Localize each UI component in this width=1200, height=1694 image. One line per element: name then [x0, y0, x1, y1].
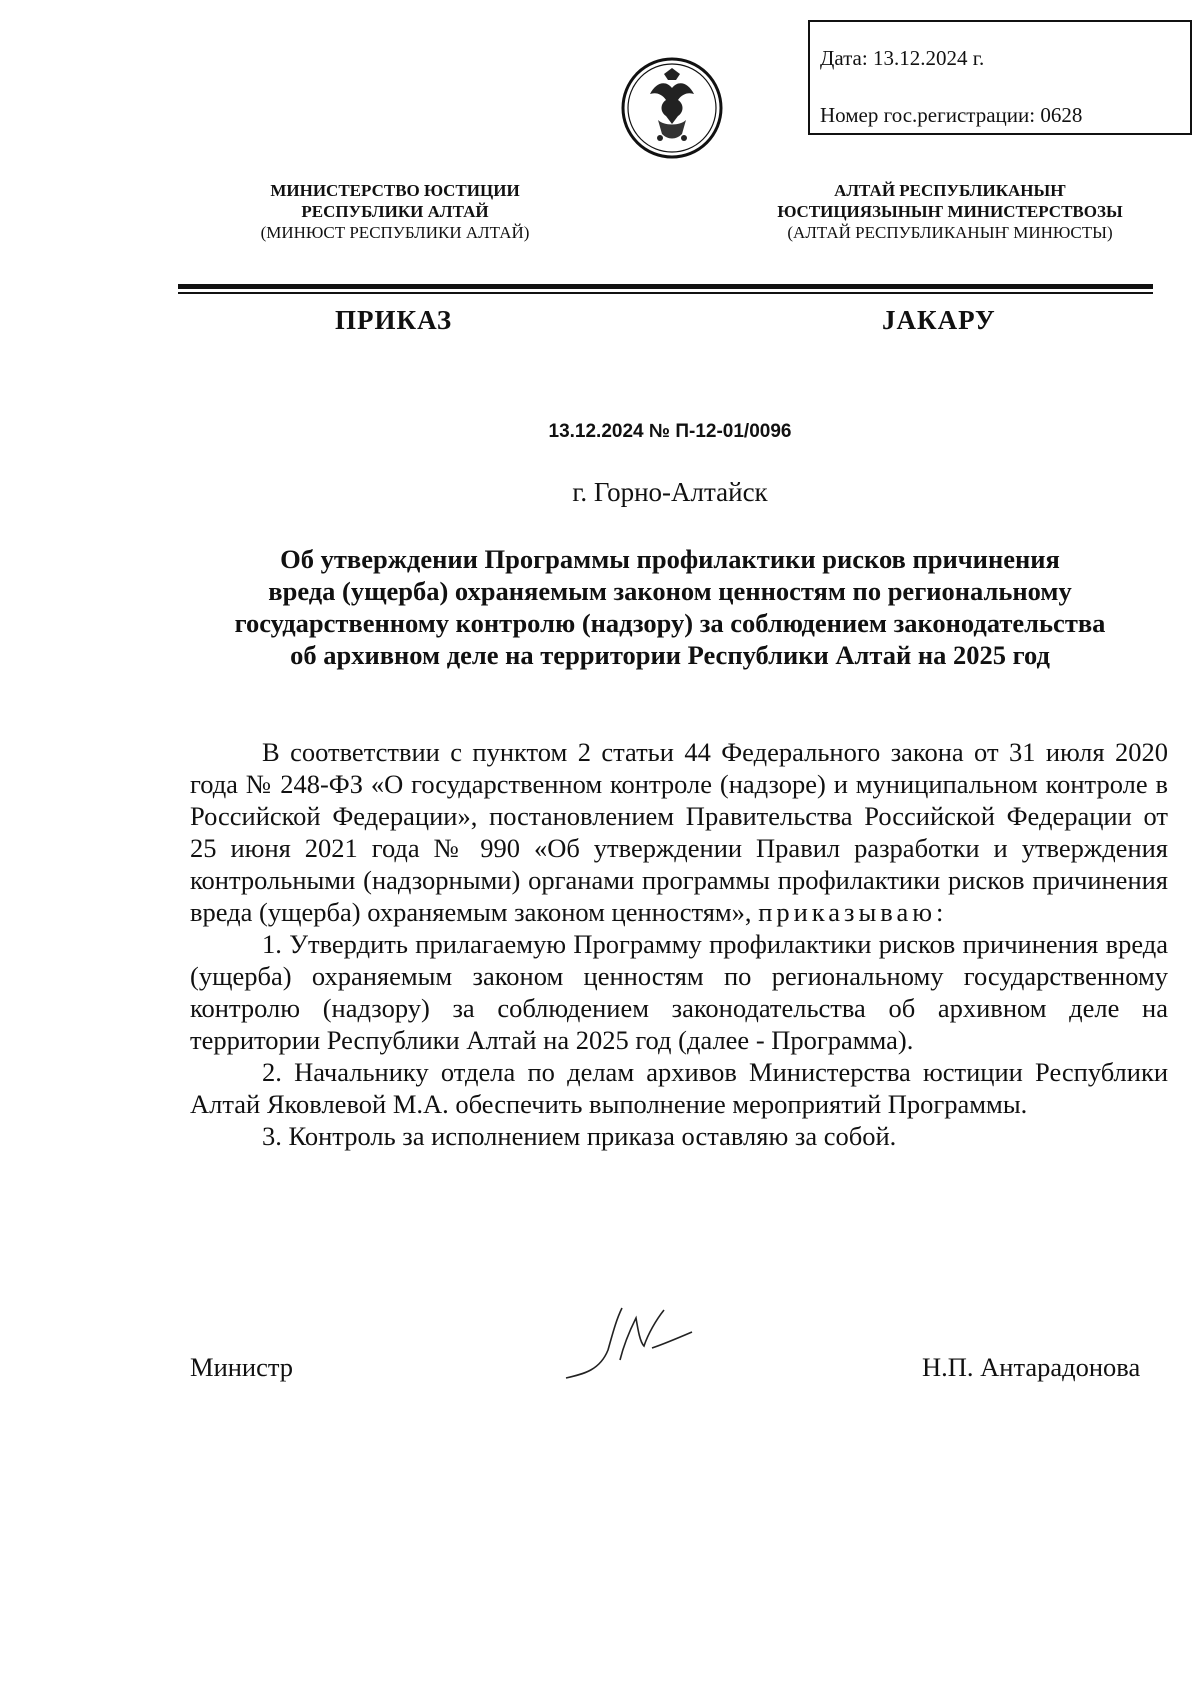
- document-title: Об утверждении Программы профилактики рисков причинения вреда (ущерба) охраняемым законом ценностям по региональному государственному контролю (надзору) за соблюдением законодательства об архивном деле на территории Республики Алтай на 2025 год: [234, 544, 1106, 670]
- signature-icon: [560, 1290, 710, 1390]
- header-divider: [178, 284, 1153, 289]
- ministry-header-ru: МИНИСТЕРСТВО ЮСТИЦИИ РЕСПУБЛИКИ АЛТАЙ (МИНЮСТ РЕСПУБЛИКИ АЛТАЙ): [260, 181, 530, 242]
- header-divider-thin: [178, 292, 1153, 294]
- document-body: [190, 736, 1168, 1152]
- coat-of-arms-icon: [620, 54, 724, 162]
- signatory-post: Министр: [190, 1352, 294, 1382]
- order-city: г. Горно-Алтайск: [572, 477, 768, 507]
- paragraph-item-1: 1. Утвердить прилагаемую Программу профилактики рисков причинения вреда (ущерба) охраняемым законом ценностям по региональному государственному контролю (надзору) за соблюдением законодательства об архивном деле на территории Республики Алтай на 2025 год (далее - Программа).: [190, 929, 1168, 1055]
- registration-box: [808, 20, 1192, 135]
- signatory-name: Н.П. Антарадонова: [922, 1352, 1141, 1382]
- paragraph-item-2: 2. Начальнику отдела по делам архивов Министерства юстиции Республики Алтай Яковлевой М.А. обеспечить выполнение мероприятий Программы.: [190, 1057, 1168, 1119]
- ministry-header-altai: АЛТАЙ РЕСПУБЛИКАНЫҤ ЮСТИЦИЯЗЫНЫҤ МИНИСТЕРСТВОЗЫ (АЛТАЙ РЕСПУБЛИКАНЫҤ МИНЮСТЫ): [777, 181, 1123, 242]
- paragraph-preamble: В соответствии с пунктом 2 статьи 44 Федерального закона от 31 июля 2020 года № 248-ФЗ «О государственном контроле (надзоре) и муниципальном контроле в Российской Федерации», постановлением Правительства Российской Федерации от 25 июня 2021 года № 990 «Об утверждении Правил разработки и утверждения контрольными (надзорными) органами программы профилактики рисков причинения вреда (ущерба) охраняемым законом ценностям», приказываю:: [190, 737, 1168, 927]
- order-verb: приказываю:: [758, 897, 948, 927]
- order-number: 13.12.2024 № П-12-01/0096: [548, 421, 792, 442]
- paragraph-item-3: 3. Контроль за исполнением приказа оставляю за собой.: [262, 1121, 897, 1151]
- order-word-ru: ПРИКАЗ: [335, 305, 453, 335]
- registration-number: Номер гос.регистрации: 0628: [820, 103, 1083, 127]
- order-word-altai: JАКАРУ: [882, 305, 996, 335]
- registration-date: Дата: 13.12.2024 г.: [820, 46, 985, 70]
